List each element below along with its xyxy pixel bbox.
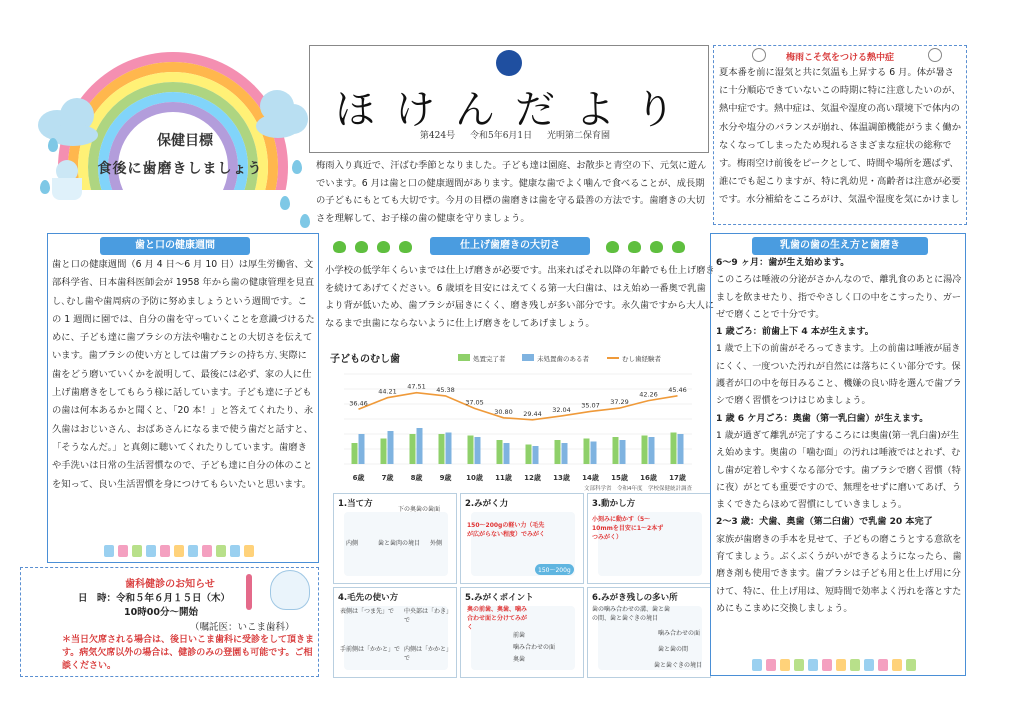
chart-bar	[475, 437, 481, 464]
frog-icon	[628, 241, 641, 253]
x-tick-label: 14歳	[582, 474, 599, 482]
health-goal-label: 保健目標	[157, 133, 213, 149]
chart-bar	[381, 439, 387, 465]
toothbrush-decoration	[752, 656, 920, 668]
x-tick-label: 13歳	[553, 474, 570, 482]
dental-week-heading: 歯と口の健康週間	[100, 237, 250, 255]
heatstroke-text: 夏本番を前に湿気と共に気温も上昇する 6 月。体が暑さに十分順応できていないこの時期に特に注意したいのが、熱中症です。熱中症は、気温や湿度の高い環境下で体内の水分や塩分のバランスが崩れ、体温調節機能がうまく働かなくなってしまったため現れるさまざまな症状の総称です。梅雨空け前後をピークとして、時間や場所を選ばず、誰にでも起こりますが、特に乳幼児・高齢者は注意が必要です。水分補給をこころがけ、気温や湿度を気にかけまし	[719, 67, 961, 206]
step-label: 5.みがくポイント	[465, 593, 534, 603]
frog-icon	[672, 241, 685, 253]
issue-info	[330, 128, 700, 141]
step-card	[587, 587, 711, 678]
chart-bar	[620, 440, 626, 464]
step-note: 150～200g	[535, 564, 574, 575]
teething-stage-text: 1 歳が過ぎて離乳が完了するころには奥歯(第一乳臼歯)が生え始めます。奥歯の「噛む面」の汚れは唾液ではとれず、むし歯が定着しやすくなる部分です。歯ブラシで磨く習慣（特に夜）がとても重要ですので、無理をせずに磨いてあげ、うまくできたらほめて習慣にしていきましょう。	[716, 430, 961, 511]
x-tick-label: 17歳	[669, 474, 686, 482]
teething-stage-heading: 6～9 ヶ月：歯が生え始めます。	[716, 258, 850, 268]
data-label: 29.44	[523, 409, 542, 418]
issue-date: 令和5年6月1日	[469, 131, 533, 141]
data-label: 45.38	[436, 385, 455, 394]
x-tick-label: 8歳	[410, 474, 423, 482]
dental-week-text: 歯と口の健康週間（6 月 4 日～6 月 10 日）は厚生労働省、文部科学省、日本歯科医師会が 1958 年から歯の健康管理を見直し､むし歯や歯周病の予防に努めましょうという週間です。この 1 週間に園では、自分の歯を守っていくことを意識づけるために、子ども達に歯ブラシの方法や噛むことの大切さを伝えています。歯ブラシの使い方としては歯ブラシの持ち方､実際に歯をどう磨いていくかを説明して、最後には必ず、家の人に仕上げ歯磨きをしてもらう様に話しています。子ども達に子どもの歯は何本あるかと聞くと、「20 本！」と答えてくれたり、永久歯はおじいさん、おばあさんになるまで使う歯だと話すと、「そうなんだ。」と真剣に聴いてくれたりしています。歯磨きや手洗いは日常の生活習慣なので、子ども達に自分の体のことを知って、良い生活習慣を身につけてもらいたいと思います。	[52, 259, 315, 490]
step-label: 4.毛先の使い方	[338, 593, 399, 603]
step-note: 150～200gの軽い力（毛先が広がらない程度）でみがく	[467, 522, 546, 538]
chart-bar	[584, 439, 590, 465]
data-label: 37.29	[610, 398, 629, 407]
x-tick-label: 12歳	[524, 474, 541, 482]
nursery-logo-icon	[496, 50, 522, 76]
step-note: 小刻みに動かす（5～10mmを目安に1～2本ずつみがく）	[592, 516, 664, 541]
raindrop-icon	[292, 160, 302, 174]
heatstroke-title: 梅雨こそ気をつける熱中症	[785, 53, 894, 63]
step-note: 手前側は「かかと」で	[340, 646, 401, 653]
legend-swatch	[522, 354, 534, 361]
checkup-note: ＊当日欠席される場合は、後日いこま歯科に受診をして頂きます。病気欠席以外の場合は、健診のみの登園も可能です。ご相談ください。	[62, 635, 315, 671]
cavity-chart	[330, 352, 700, 492]
teru-teru-bozu-icon	[52, 160, 82, 200]
step-note: 奥歯	[513, 656, 526, 663]
newsletter-title: ほけんだより	[335, 87, 695, 133]
legend-label: 処置完了者	[473, 355, 506, 363]
chart-bar	[468, 436, 474, 465]
step-note: 前歯	[513, 632, 526, 639]
toothbrush-icon	[246, 574, 252, 610]
step-label: 3.動かし方	[592, 499, 636, 509]
legend-label: 未処置歯のある者	[537, 355, 589, 363]
teething-stage-text: 1 歳で上下の前歯がそろってきます。上の前歯は唾液が届きにくく、一度ついた汚れが自然には落ちにくい部分です。保護者が口の中を毎日みること、機嫌の良い時を選んで歯ブラシで磨く習慣をつけはじめましょう。	[716, 344, 962, 407]
step-note: 表側は「つま先」で	[340, 608, 395, 615]
chart-bar	[533, 446, 539, 464]
raindrop-icon	[300, 214, 310, 228]
finishing-text: 小学校の低学年くらいまでは仕上げ磨きが必要です。出来ればそれ以降の年齢でも仕上げ磨きを続けてあげてください。6 歳頃を目安にはえてくる第一大臼歯は、はえ始め一番奥で乳歯より背が低いため、歯ブラシが届きにくく、磨き残しが多い部分です。永久歯ですから大人になるまで虫歯にならないように仕上げ磨きをしてあげましょう。	[325, 265, 715, 329]
x-tick-label: 7歳	[381, 474, 394, 482]
teething-stage-text: このころは唾液の分泌がさかんなので、離乳食のあとに湯冷ましを飲ませたり、指でやさしく口の中をこすったり、ガーゼで磨くことで十分です。	[716, 275, 962, 320]
data-label: 44.21	[378, 387, 397, 396]
step-note: 噛み合わせの面	[658, 630, 701, 637]
step-note: 歯と歯肉の境目	[378, 540, 421, 547]
chart-bar	[642, 436, 648, 465]
chart-bar	[504, 443, 510, 464]
step-label: 1.当て方	[338, 499, 373, 509]
chart-bar	[388, 431, 394, 464]
teething-stage-heading: 1 歳 6 ケ月ごろ：奥歯（第一乳臼歯）が生えます。	[716, 413, 929, 424]
data-label: 37.05	[465, 398, 484, 407]
checkup-time: 10時00分～開始	[124, 607, 198, 618]
teething-stage-heading: 2～3 歳：犬歯、奥歯（第二臼歯）で乳歯 20 本完了	[716, 517, 933, 528]
step-note: 外側	[430, 540, 443, 547]
health-goal-text: 食後に歯磨きしましょう	[97, 161, 263, 177]
step-note: 奥の前歯、奥歯、噛み合わせ面と分けてみがく	[467, 606, 528, 631]
step-card	[460, 493, 584, 584]
data-label: 42.26	[639, 390, 658, 399]
chart-bar	[555, 440, 561, 464]
brushing-steps	[333, 493, 711, 679]
data-label: 30.80	[494, 407, 513, 416]
teething-heading: 乳歯の歯の生え方と歯磨き	[752, 237, 928, 255]
teething-stage-heading: 1 歳ごろ：前歯上下 4 本が生えます。	[716, 327, 874, 338]
checkup-doctor: （嘱託医：いこま歯科）	[190, 622, 295, 633]
chart-bar	[439, 434, 445, 464]
chart-bar	[526, 445, 532, 465]
tooth-mascot-icon	[270, 570, 310, 610]
chart-bar	[352, 443, 358, 464]
step-note: 噛み合わせの面	[513, 644, 556, 651]
x-tick-label: 10歳	[466, 474, 483, 482]
x-tick-label: 6歳	[352, 474, 365, 482]
child-icon	[928, 48, 942, 62]
frog-icon	[606, 241, 619, 253]
raindrop-icon	[48, 138, 58, 152]
step-note: 歯と歯ぐきの境目	[654, 662, 703, 669]
chart-bar	[562, 443, 568, 464]
step-card	[460, 587, 584, 678]
chart-bar	[591, 442, 597, 465]
chart-title: 子どものむし歯	[330, 354, 400, 365]
issue-number: 第424号	[419, 131, 456, 141]
step-card	[587, 493, 711, 584]
teething-text	[716, 255, 964, 618]
data-label: 47.51	[407, 382, 426, 391]
data-label: 45.46	[668, 385, 687, 394]
toothbrush-decoration	[104, 542, 258, 554]
finishing-heading: 仕上げ歯磨きの大切さ	[430, 237, 590, 255]
frog-icon	[650, 241, 663, 253]
step-note: 中央部は「わき」で	[404, 608, 453, 624]
data-label: 36.46	[349, 399, 368, 408]
raindrop-icon	[40, 180, 50, 194]
step-card	[333, 587, 457, 678]
chart-bar	[671, 433, 677, 465]
chart-bar	[417, 428, 423, 464]
teething-stage-text: 家族が歯磨きの手本を見せて、子どもの磨こうとする意欲を育てましょう。ぶくぶくうがいができるようになったら、歯磨き剤も使用できます。歯ブラシは子ども用と仕上げ用に分けて、特に、仕上げ用は、短時間で効率よく汚れを落とすためにもこまめに交換しましょう。	[716, 534, 962, 614]
data-label: 32.04	[552, 405, 571, 414]
step-note: 内側は「かかと」で	[404, 646, 453, 662]
step-note: 下の奥歯の歯面	[398, 506, 441, 513]
step-card	[333, 493, 457, 584]
x-tick-label: 16歳	[640, 474, 657, 482]
step-label: 6.みがき残しの多い所	[592, 593, 678, 603]
x-tick-label: 9歳	[439, 474, 452, 482]
dental-checkup-title: 歯科健診のお知らせ	[125, 579, 215, 590]
x-tick-label: 11歳	[495, 474, 512, 482]
step-note: 内側	[346, 540, 359, 547]
chart-bar	[649, 437, 655, 464]
legend-swatch	[458, 354, 470, 361]
chart-source: 文部科学省 令和4年度 学校保健統計調査	[583, 486, 692, 492]
x-tick-label: 15歳	[611, 474, 628, 482]
intro-paragraph: 梅雨入り真近で、汗ばむ季節となりました。子ども達は園庭、お散歩と青空の下、元気に遊んでいます。6 月は歯と口の健康週間があります。健康な歯でよく噛んで食べることが、成長期の子どもにもとても大切です。今月の目標の歯磨きは歯を守る最善の方法です。歯磨きの大切さを理解して、お子様の歯の健康を守りましょう。	[316, 160, 707, 224]
organization-name: 光明第二保育園	[547, 131, 611, 141]
frog-icon	[355, 241, 368, 253]
frog-icon	[333, 241, 346, 253]
frog-icon	[377, 241, 390, 253]
step-label: 2.みがく力	[465, 499, 509, 509]
chart-bar	[497, 440, 503, 464]
chart-bar	[678, 434, 684, 464]
raindrop-icon	[280, 196, 290, 210]
legend-label: むし歯経験者	[622, 355, 661, 363]
step-note: 歯の噛み合わせの溝、歯と歯の間、歯と歯ぐきの境目	[592, 606, 671, 622]
chart-bar	[613, 437, 619, 464]
checkup-date: 日 時：令和５年６月１５日（木）	[78, 593, 231, 604]
step-note: 歯と歯の間	[658, 646, 689, 653]
chart-bar	[410, 434, 416, 464]
chart-bar	[446, 433, 452, 465]
frog-icon	[399, 241, 412, 253]
chart-bar	[359, 434, 365, 464]
data-label: 35.07	[581, 401, 600, 410]
